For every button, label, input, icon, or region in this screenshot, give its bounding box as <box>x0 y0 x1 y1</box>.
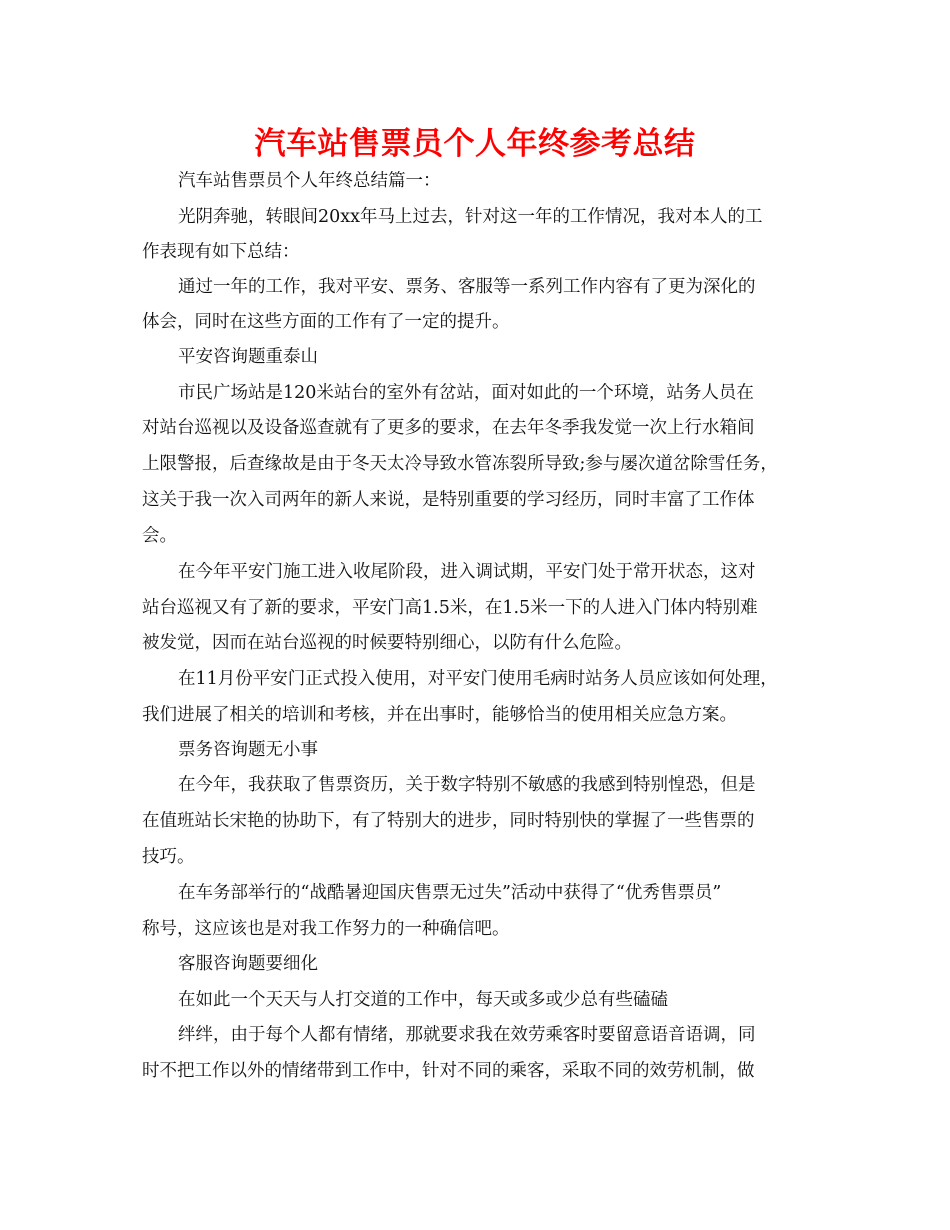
paragraph-line: 在车务部举行的“战酷暑迎国庆售票无过失”活动中获得了“优秀售票员” <box>178 883 722 903</box>
paragraph-line: 在11月份平安门正式投入使用，对平安门使用毛病时站务人员应该如何处理， <box>178 669 778 689</box>
paragraph-line: 时不把工作以外的情绪带到工作中，针对不同的乘客，采取不同的效劳机制，做 <box>142 1061 755 1081</box>
subheading-safety: 平安咨询题重泰山 <box>178 347 318 367</box>
paragraph-line: 绊绊，由于每个人都有情绪，那就要求我在效劳乘客时要留意语音语调，同 <box>178 1025 756 1045</box>
paragraph-line: 在今年平安门施工进入收尾阶段，进入调试期，平安门处于常开状态，这对 <box>178 562 756 582</box>
subheading-ticketing: 票务咨询题无小事 <box>178 740 318 760</box>
paragraph-line: 站台巡视又有了新的要求，平安门高1.5米，在1.5米一下的人进入门体内特别难 <box>142 598 758 618</box>
paragraph-line: 光阴奔驰，转眼间20xx年马上过去，针对这一年的工作情况，我对本人的工 <box>178 207 763 227</box>
paragraph-line: 被发觉，因而在站台巡视的时候要特别细心，以防有什么危险。 <box>142 633 632 653</box>
paragraph-line-section-heading: 汽车站售票员个人年终总结篇一： <box>178 171 441 191</box>
paragraph-line: 我们进展了相关的培训和考核，并在出事时，能够恰当的使用相关应急方案。 <box>142 705 737 725</box>
paragraph-line: 市民广场站是120米站台的室外有岔站，面对如此的一个环境，站务人员在 <box>178 383 754 403</box>
paragraph-line: 作表现有如下总结： <box>142 242 300 262</box>
paragraph-line: 会。 <box>142 526 177 546</box>
paragraph-line: 称号，这应该也是对我工作努力的一种确信吧。 <box>142 919 510 939</box>
subheading-customer-service: 客服咨询题要细化 <box>178 954 318 974</box>
paragraph-line: 在如此一个天天与人打交道的工作中，每天或多或少总有些磕磕 <box>178 990 668 1010</box>
paragraph-line: 通过一年的工作，我对平安、票务、客服等一系列工作内容有了更为深化的 <box>178 277 756 297</box>
paragraph-line: 在值班站长宋艳的协助下，有了特别大的进步，同时特别快的掌握了一些售票的 <box>142 811 755 831</box>
paragraph-line: 上限警报，后查缘故是由于冬天太冷导致水管冻裂所导致;参与屡次道岔除雪任务， <box>142 454 778 474</box>
paragraph-line: 技巧。 <box>142 847 195 867</box>
paragraph-line: 对站台巡视以及设备巡查就有了更多的要求，在去年冬季我发觉一次上行水箱间 <box>142 418 755 438</box>
paragraph-line: 这关于我一次入司两年的新人来说，是特别重要的学习经历，同时丰富了工作体 <box>142 490 755 510</box>
paragraph-line: 在今年，我获取了售票资历，关于数字特别不敏感的我感到特别惶恐，但是 <box>178 775 756 795</box>
paragraph-line: 体会，同时在这些方面的工作有了一定的提升。 <box>142 312 510 332</box>
document-title: 汽车站售票员个人年终参考总结 <box>254 126 696 162</box>
